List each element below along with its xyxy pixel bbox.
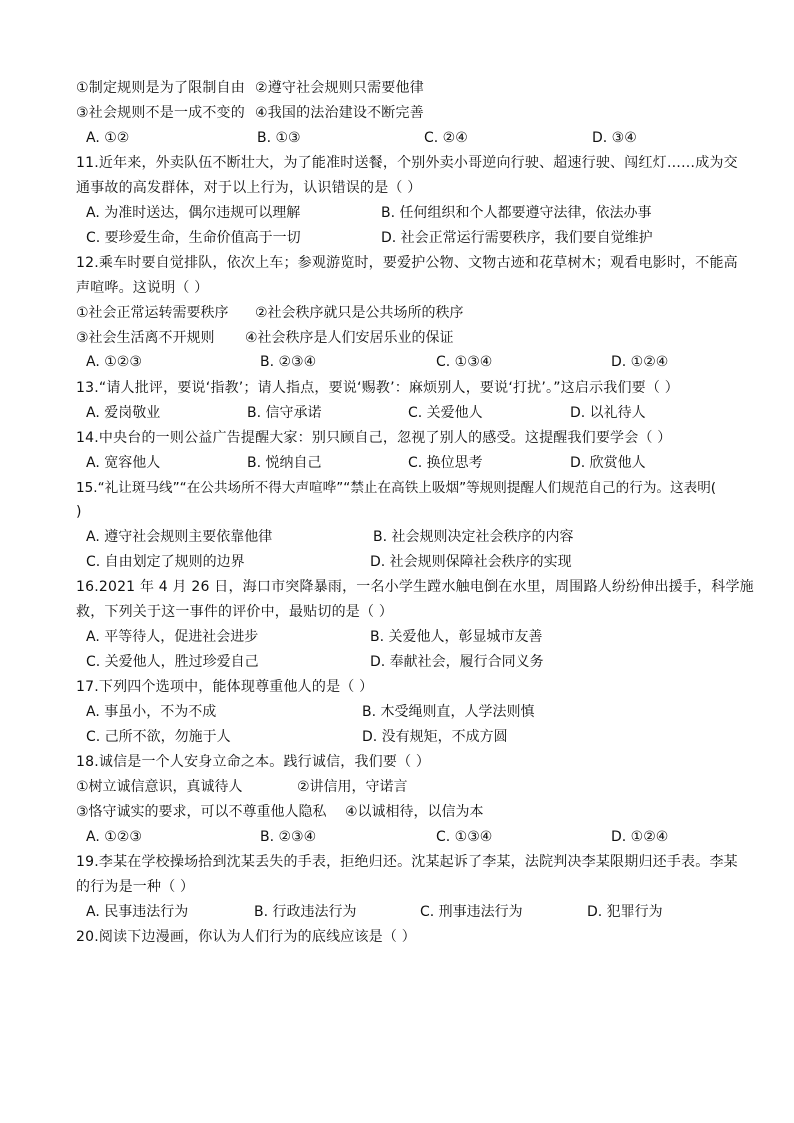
q19-option-c[interactable]: C. 刑事违法行为 (420, 904, 523, 920)
q15-option-d[interactable]: D. 社会规则保障社会秩序的实现 (370, 554, 572, 570)
q16-stem-line-2: 救，下列关于这一事件的评价中，最贴切的是（ ） (76, 604, 394, 620)
q19-stem-line-2: 的行为是一种（ ） (76, 879, 195, 895)
q20-stem: 20.阅读下边漫画，你认为人们行为的底线应该是（ ） (76, 929, 416, 945)
q16-option-b[interactable]: B. 关爱他人，彰显城市友善 (370, 629, 543, 645)
q10-item-3: ③社会规则不是一成不变的 (76, 105, 245, 121)
q14-option-d[interactable]: D. 欣赏他人 (570, 455, 646, 471)
q10-option-b[interactable]: B. ①③ (257, 130, 301, 146)
q19-option-d[interactable]: D. 犯罪行为 (587, 904, 663, 920)
q13-option-b[interactable]: B. 信守承诺 (247, 405, 322, 421)
q15-stem-line-1: 15.“礼让斑马线”“在公共场所不得大声喧哗”“禁止在高铁上吸烟”等规则提醒人们规范自己的行为。这表明( (76, 480, 717, 496)
q10-item-row-1 (76, 78, 424, 98)
q12-option-c[interactable]: C. ①③④ (436, 354, 493, 370)
q14-stem: 14.中央台的一则公益广告提醒大家：别只顾自己，忽视了别人的感受。这提醒我们要学会（ ） (76, 430, 672, 446)
q16-option-c[interactable]: C. 关爱他人，胜过珍爱自己 (86, 654, 259, 670)
q18-stem: 18.诚信是一个人安身立命之本。践行诚信，我们要（ ） (76, 754, 431, 770)
q16-option-a[interactable]: A. 平等待人，促进社会进步 (86, 629, 259, 645)
q11-option-c[interactable]: C. 要珍爱生命，生命价值高于一切 (86, 230, 301, 246)
q12-option-b[interactable]: B. ②③④ (260, 354, 317, 370)
q14-option-b[interactable]: B. 悦纳自己 (247, 455, 322, 471)
q11-stem-line-1: 11.近年来，外卖队伍不断壮大，为了能准时送餐，个别外卖小哥逆向行驶、超速行驶、闯红灯……成为交 (76, 155, 738, 171)
q12-option-d[interactable]: D. ①②④ (611, 354, 669, 370)
q19-stem-line-1: 19.李某在学校操场拾到沈某丢失的手表，拒绝归还。沈某起诉了李某，法院判决李某限期归还手表。李某 (76, 854, 738, 870)
q11-stem-line-2: 通事故的高发群体，对于以上行为，认识错误的是（ ） (76, 180, 422, 196)
q12-item-2: ②社会秩序就只是公共场所的秩序 (255, 305, 464, 321)
q10-option-c[interactable]: C. ②④ (424, 130, 468, 146)
q10-option-d[interactable]: D. ③④ (592, 130, 637, 146)
q12-item-4: ④社会秩序是人们安居乐业的保证 (245, 330, 454, 346)
q10-item-2: ②遵守社会规则只需要他律 (254, 80, 424, 96)
q12-item-3: ③社会生活离不开规则 (76, 330, 215, 346)
q15-option-b[interactable]: B. 社会规则决定社会秩序的内容 (373, 529, 574, 545)
q13-option-a[interactable]: A. 爱岗敬业 (86, 405, 161, 421)
q15-option-a[interactable]: A. 遵守社会规则主要依靠他律 (86, 529, 273, 545)
q18-item-1: ①树立诚信意识，真诚待人 (76, 779, 243, 795)
q18-item-3: ③恪守诚实的要求，可以不尊重他人隐私 (76, 804, 327, 820)
q17-stem: 17.下列四个选项中，能体现尊重他人的是（ ） (76, 679, 374, 695)
q18-item-4: ④以诚相待，以信为本 (345, 804, 484, 820)
q15-option-c[interactable]: C. 自由划定了规则的边界 (86, 554, 245, 570)
q19-option-a[interactable]: A. 民事违法行为 (86, 904, 189, 920)
q10-item-1: ①制定规则是为了限制自由 (76, 80, 245, 96)
q11-option-d[interactable]: D. 社会正常运行需要秩序，我们要自觉维护 (381, 230, 653, 246)
q13-option-c[interactable]: C. 关爱他人 (408, 405, 483, 421)
q16-stem-line-1: 16.2021 年 4 月 26 日，海口市突降暴雨，一名小学生蹚水触电倒在水里，周围路人纷纷伸出援手，科学施 (76, 579, 754, 595)
q18-option-d[interactable]: D. ①②④ (611, 829, 669, 845)
q18-item-2: ②讲信用，守诺言 (297, 779, 408, 795)
q12-stem-line-2: 声喧哗。这说明（ ） (76, 280, 209, 296)
q18-option-a[interactable]: A. ①②③ (86, 829, 142, 845)
q11-option-b[interactable]: B. 任何组织和个人都要遵守法律，依法办事 (381, 205, 652, 221)
q13-stem: 13.“请人批评，要说‘指教’；请人指点，要说‘赐教’：麻烦别人，要说‘打扰’。”这启示我们要（ ） (76, 380, 679, 396)
q17-option-a[interactable]: A. 事虽小，不为不成 (86, 704, 217, 720)
q17-option-c[interactable]: C. 己所不欲，勿施于人 (86, 729, 231, 745)
q10-item-4: ④我国的法治建设不断完善 (254, 105, 424, 121)
q11-option-a[interactable]: A. 为准时送达，偶尔违规可以理解 (86, 205, 301, 221)
q14-option-a[interactable]: A. 宽容他人 (86, 455, 161, 471)
q10-item-row-2 (76, 103, 424, 123)
q18-option-b[interactable]: B. ②③④ (260, 829, 317, 845)
q13-option-d[interactable]: D. 以礼待人 (570, 405, 646, 421)
q10-option-a[interactable]: A. ①② (86, 130, 130, 146)
q12-option-a[interactable]: A. ①②③ (86, 354, 142, 370)
q17-option-b[interactable]: B. 木受绳则直，人学法则慎 (362, 704, 535, 720)
q16-option-d[interactable]: D. 奉献社会，履行合同义务 (370, 654, 544, 670)
q15-stem-line-2: ) (76, 504, 82, 520)
q14-option-c[interactable]: C. 换位思考 (408, 455, 483, 471)
q17-option-d[interactable]: D. 没有规矩，不成方圆 (362, 729, 508, 745)
q19-option-b[interactable]: B. 行政违法行为 (254, 904, 357, 920)
q12-stem-line-1: 12.乘车时要自觉排队，依次上车；参观游览时，要爱护公物、文物古迹和花草树木；观看电影时，不能高 (76, 255, 738, 271)
q12-item-1: ①社会正常运转需要秩序 (76, 305, 229, 321)
q18-option-c[interactable]: C. ①③④ (436, 829, 493, 845)
